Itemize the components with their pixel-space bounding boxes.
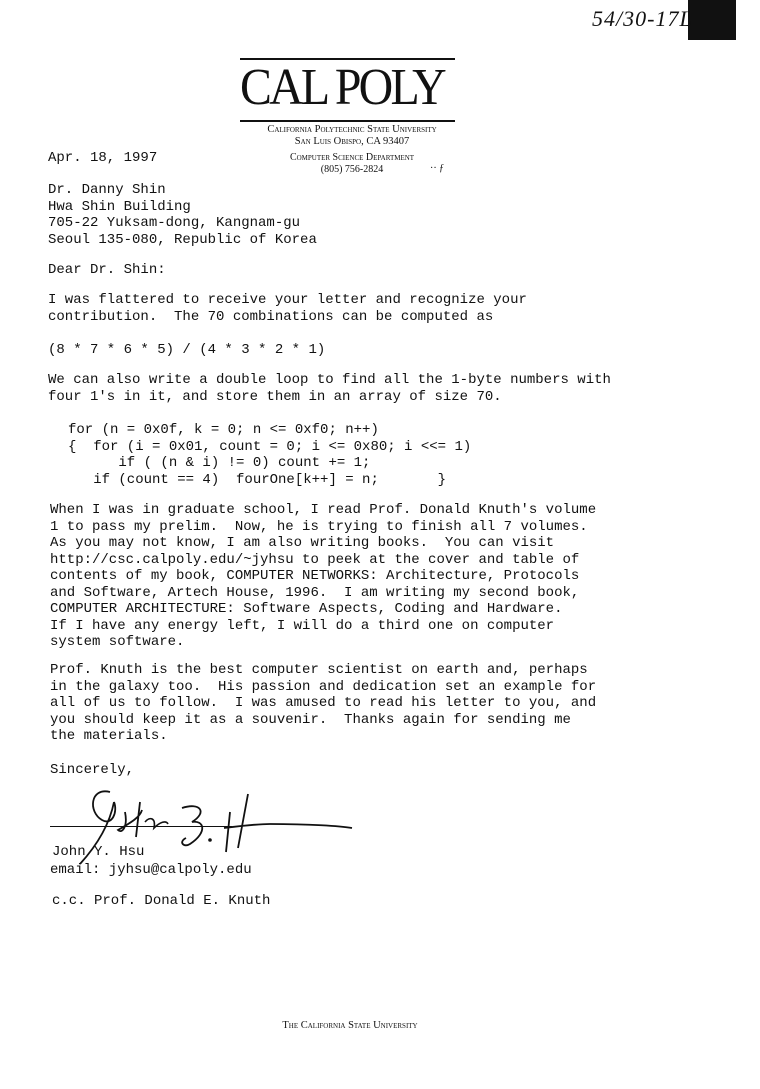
paragraph-3: [50, 502, 596, 651]
letterhead-department: Computer Science Department: [289, 152, 415, 163]
code-block: [68, 422, 471, 488]
email-line: email: jyhsu@calpoly.edu: [50, 862, 252, 878]
reference-number: 54/30-17L: [592, 6, 693, 31]
salutation: Dear Dr. Shin:: [48, 262, 166, 278]
paragraph-line: you should keep it as a souvenir. Thanks again for sending me: [50, 711, 571, 728]
paragraph-line: system software.: [50, 634, 185, 650]
letterhead-mark: ·· ƒ: [430, 163, 445, 174]
recipient-line: Seoul 135-080, Republic of Korea: [48, 231, 317, 248]
letterhead-university: California Polytechnic State University: [267, 124, 437, 135]
letterhead-phone: (805) 756-2824: [320, 164, 384, 175]
letter-date: Apr. 18, 1997: [48, 150, 158, 166]
signature-line: [50, 826, 232, 827]
paragraph-line: http://csc.calpoly.edu/~jyhsu to peek at the cover and table of: [50, 551, 580, 568]
letterhead-bottom-rule: [240, 120, 455, 122]
code-line: if (count == 4) fourOne[k++] = n; }: [68, 471, 447, 488]
corner-black-mark: [688, 0, 736, 40]
recipient-line: Dr. Danny Shin: [48, 182, 166, 198]
paragraph-line: If I have any energy left, I will do a third one on computer: [50, 617, 555, 634]
paragraph-line: in the galaxy too. His passion and dedication set an example for: [50, 678, 597, 695]
recipient-line: 705-22 Yuksam-dong, Kangnam-gu: [48, 215, 301, 231]
recipient-address: [48, 182, 317, 248]
formula: (8 * 7 * 6 * 5) / (4 * 3 * 2 * 1): [48, 342, 326, 358]
paragraph-line: contribution. The 70 combinations can be computed as: [48, 308, 494, 325]
code-line: for (n = 0x0f, k = 0; n <= 0xf0; n++): [68, 422, 379, 438]
paragraph-line: I was flattered to receive your letter and recognize your: [48, 292, 527, 308]
paragraph-4: [50, 662, 596, 745]
paragraph-line: contents of my book, COMPUTER NETWORKS: Architecture, Protocols: [50, 568, 580, 584]
recipient-line: Hwa Shin Building: [48, 198, 191, 215]
paragraph-line: As you may not know, I am also writing books. You can visit: [50, 535, 555, 551]
paragraph-line: four 1's in it, and store them in an array of size 70.: [48, 388, 502, 405]
closing: Sincerely,: [50, 762, 135, 778]
code-line: { for (i = 0x01, count = 0; i <= 0x80; i <<= 1): [68, 438, 472, 455]
cc-line: c.c. Prof. Donald E. Knuth: [52, 893, 271, 909]
paragraph-line: We can also write a double loop to find all the 1-byte numbers with: [48, 372, 611, 388]
paragraph-line: and Software, Artech House, 1996. I am writing my second book,: [50, 584, 580, 601]
paragraph-line: 1 to pass my prelim. Now, he is trying to finish all 7 volumes.: [50, 518, 588, 535]
paragraph-2: [48, 372, 611, 405]
letterhead-address: San Luis Obispo, CA 93407: [294, 136, 410, 147]
paragraph-line: COMPUTER ARCHITECTURE: Software Aspects, Coding and Hardware.: [50, 601, 563, 617]
paragraph-1: [48, 292, 527, 325]
paragraph-line: Prof. Knuth is the best computer scientist on earth and, perhaps: [50, 662, 588, 678]
paragraph-line: When I was in graduate school, I read Prof. Donald Knuth's volume: [50, 502, 597, 518]
signer-name: John Y. Hsu: [52, 844, 145, 860]
cal-poly-logo: CAL POLY: [240, 59, 444, 116]
code-line: if ( (n & i) != 0) count += 1;: [68, 455, 371, 471]
paragraph-line: all of us to follow. I was amused to read his letter to you, and: [50, 695, 597, 711]
footer-university: The California State University: [282, 1020, 418, 1031]
paragraph-line: the materials.: [50, 728, 168, 744]
